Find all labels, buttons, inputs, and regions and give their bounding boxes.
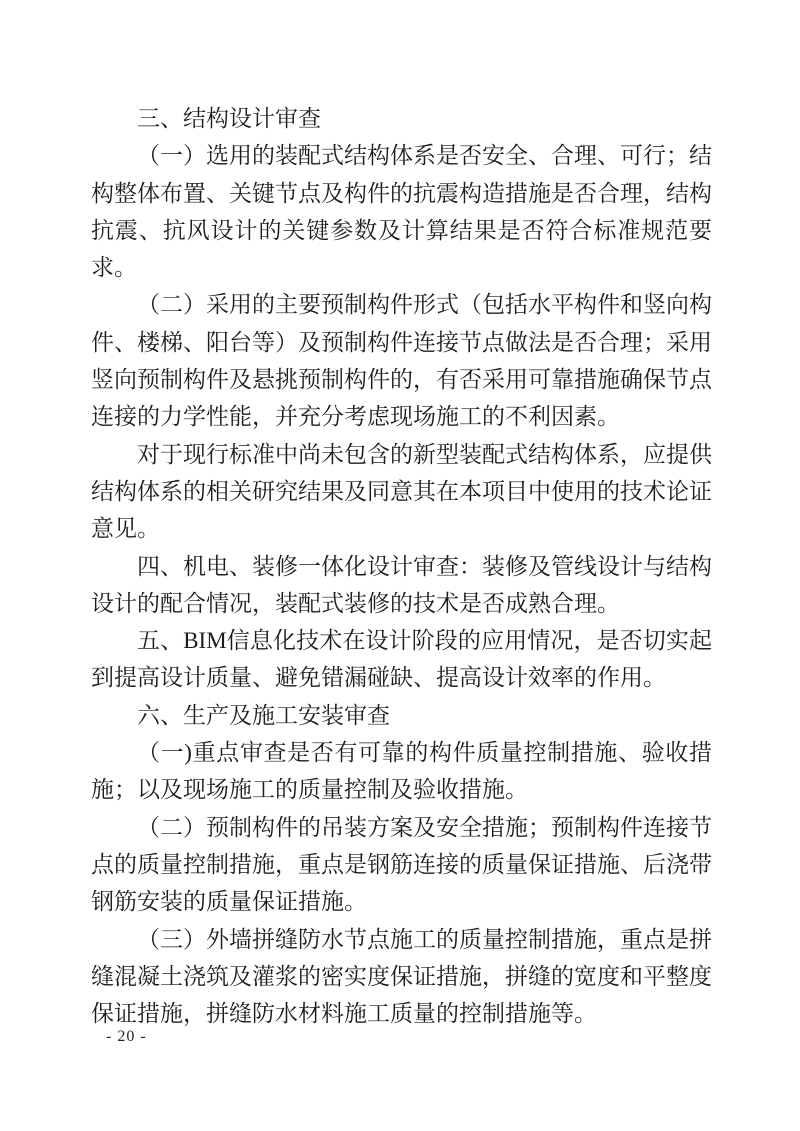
paragraph-structure-item-2: （二）采用的主要预制构件形式（包括水平构件和竖向构件、楼梯、阳台等）及预制构件连接节点做法是否合理；采用竖向预制构件及悬挑预制构件的，有否采用可靠措施确保节点连接的力学性能，并充分考虑现场施工的不利因素。 xyxy=(91,292,712,430)
paragraph-mep-decoration-review: 四、机电、装修一体化设计审查：装修及管线设计与结构设计的配合情况，装配式装修的技术是否成熟合理。 xyxy=(91,553,712,616)
paragraph-bim-application: 五、BIM信息化技术在设计阶段的应用情况，是否切实起到提高设计质量、避免错漏碰缺、提高设计效率的作用。 xyxy=(91,628,712,691)
paragraph-production-item-2: （二）预制构件的吊装方案及安全措施；预制构件连接节点的质量控制措施，重点是钢筋连接的质量保证措施、后浇带钢筋安装的质量保证措施。 xyxy=(91,814,712,915)
paragraph-new-structure-systems: 对于现行标准中尚未包含的新型装配式结构体系，应提供结构体系的相关研究结果及同意其在本项目中使用的技术论证意见。 xyxy=(91,441,712,542)
paragraph-production-item-3: （三）外墙拼缝防水节点施工的质量控制措施，重点是拼缝混凝土浇筑及灌浆的密实度保证措施，拼缝的宽度和平整度保证措施，拼缝防水材料施工质量的控制措施等。 xyxy=(91,926,712,1027)
paragraph-structure-item-1: （一）选用的装配式结构体系是否安全、合理、可行；结构整体布置、关键节点及构件的抗震构造措施是否合理，结构抗震、抗风设计的关键参数及计算结果是否符合标准规范要求。 xyxy=(91,143,712,281)
document-text-body xyxy=(91,100,712,1032)
section-heading-structural-design-review: 三、结构设计审查 xyxy=(137,106,321,131)
section-heading-production-installation-review: 六、生产及施工安装审查 xyxy=(137,702,390,728)
page-number: - 20 - xyxy=(106,1028,147,1045)
paragraph-production-item-1: （一)重点审查是否有可靠的构件质量控制措施、验收措施；以及现场施工的质量控制及验收措施。 xyxy=(91,740,712,803)
